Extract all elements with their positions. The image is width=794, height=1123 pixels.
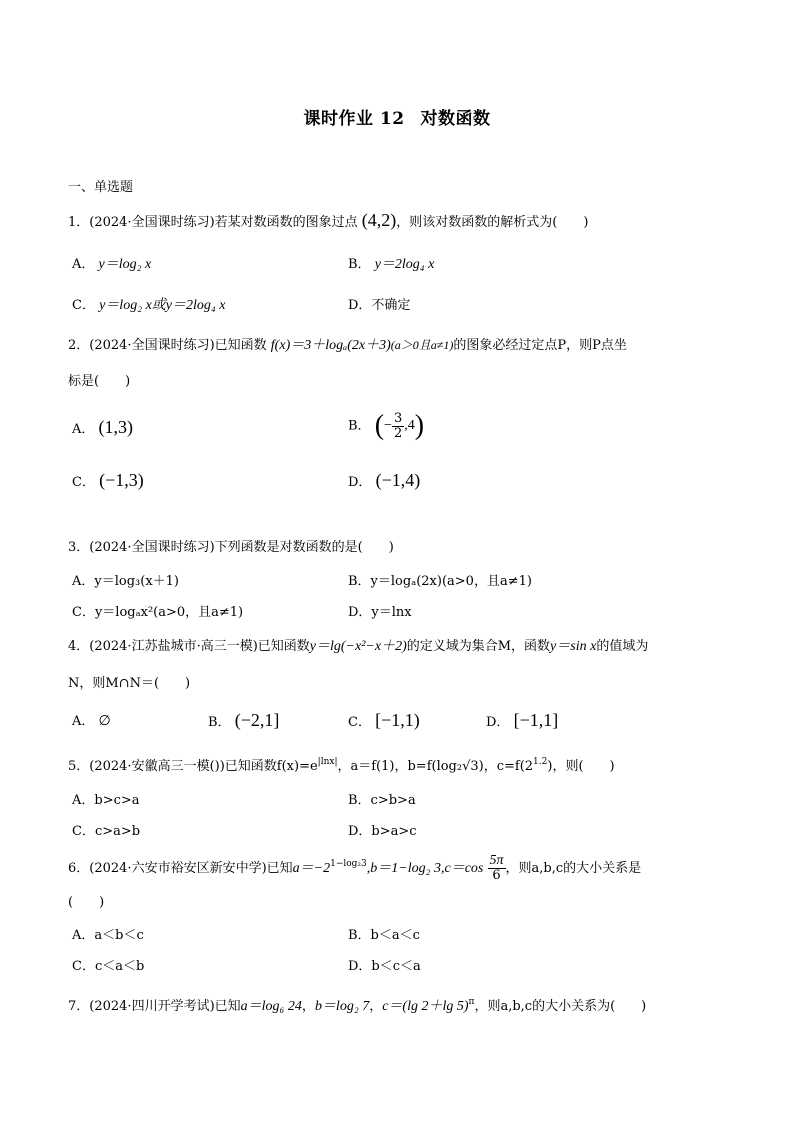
question-5: 5．(2024·安徽高三一模())已知函数$f(x)=e^{|lnx|}$，a＝f(1)，b=f(log₂√3)，$c=f(2^{1.2})$，则( ) bbox=[68, 757, 615, 774]
q3-option-c: C．y＝logₐx²(a>0，且a≠1) bbox=[72, 605, 244, 620]
q5-option-b: B．c>b>a bbox=[348, 793, 416, 808]
q1-option-c: C． y＝log₂ x或y＝2log₄ x bbox=[72, 298, 226, 313]
q1-option-d: D．不确定 bbox=[348, 298, 411, 313]
q2-option-b-fraction: $\frac{3}{2}$ bbox=[393, 410, 403, 441]
question-6: 6．(2024·六安市裕安区新安中学)已知$a=-2^{1-log_23},b=1-\log_2$ 3,c＝cos $\frac{5\pi}{6}$ ，则a,b,c的大小关系是 bbox=[68, 853, 642, 883]
question-2: 2．(2024·全国课时练习)已知函数 f(x)＝3＋logₐ(2x＋3)(a＞0且a≠1)的图象必经过定点P，则P点坐 bbox=[68, 338, 627, 353]
question-6-line-2: ( ) bbox=[68, 895, 105, 910]
q2-option-c: C． (−1,3) bbox=[72, 470, 144, 490]
q4-option-b: B． (−2,1] bbox=[208, 710, 280, 730]
section-heading: 一、单选题 bbox=[68, 180, 134, 195]
q3-option-a: A．y＝log₃(x＋1) bbox=[72, 574, 179, 589]
q1-option-b: B． y＝2log₄ x bbox=[348, 257, 435, 272]
q1-option-a: A． y＝log₂ x bbox=[72, 257, 152, 272]
q4-option-d: D． [−1,1] bbox=[486, 710, 559, 730]
question-4-line-2: N，则M∩N＝( ) bbox=[68, 676, 191, 691]
q2-option-a: A． (1,3) bbox=[72, 417, 134, 437]
question-2-line-2: 标是( ) bbox=[68, 374, 131, 389]
question-3: 3．(2024·全国课时练习)下列函数是对数函数的是( ) bbox=[68, 540, 394, 555]
q1-point: (4,2) bbox=[361, 210, 397, 230]
q2-option-d: D． (−1,4) bbox=[348, 470, 421, 490]
question-7: 7．(2024·四川开学考试)已知a＝log₆ 24，b＝log₂ 7，c＝(lg 2＋lg 5)$^\pi$，则a,b,c的大小关系为( ) bbox=[68, 997, 647, 1014]
q2-option-b: B． (− $\frac{3}{2}$ ,4) bbox=[348, 410, 425, 441]
q4-option-a: A． ∅ bbox=[72, 714, 111, 729]
q5-option-d: D．b>a>c bbox=[348, 824, 417, 839]
page-title: 课时作业 12 对数函数 bbox=[303, 109, 491, 129]
q3-option-d: D．y＝lnx bbox=[348, 605, 412, 620]
q6-cos-fraction: $\frac{5\pi}{6}$ bbox=[489, 853, 504, 883]
question-4: 4．(2024·江苏盐城市·高三一模)已知函数y＝lg(−x²−x＋2)的定义域为集合M，函数y＝sin x的值域为 bbox=[68, 639, 649, 654]
q6-option-b: B．b＜a＜c bbox=[348, 928, 420, 943]
question-1: 1．(2024·全国课时练习)若某对数函数的图象过点 (4,2)，则该对数函数的解析式为( ) bbox=[68, 210, 589, 230]
q3-option-b: B．y＝logₐ(2x)(a>0，且a≠1) bbox=[348, 574, 532, 589]
q5-option-a: A．b>c>a bbox=[72, 793, 140, 808]
q6-option-c: C．c＜a＜b bbox=[72, 959, 145, 974]
q4-option-c: C． [−1,1) bbox=[348, 710, 420, 730]
q6-option-d: D．b＜c＜a bbox=[348, 959, 421, 974]
q5-option-c: C．c>a>b bbox=[72, 824, 141, 839]
q6-option-a: A．a＜b＜c bbox=[72, 928, 144, 943]
